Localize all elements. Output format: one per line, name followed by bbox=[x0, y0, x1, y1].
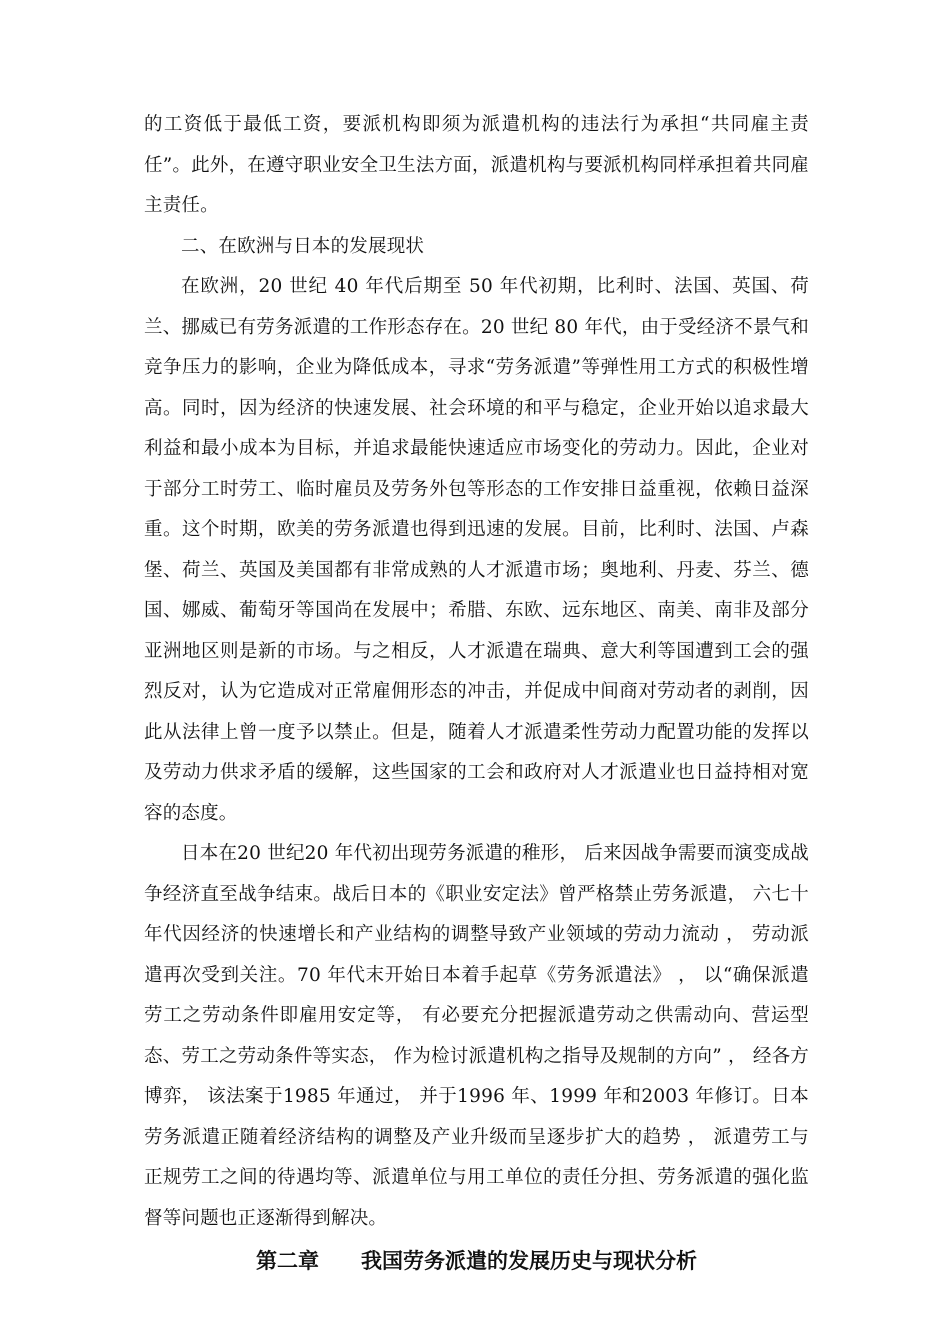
paragraph-continuation: 的工资低于最低工资，要派机构即须为派遣机构的违法行为承担“共同雇主责任”。此外，在遵守职业安全卫生法方面，派遣机构与要派机构同样承担着共同雇主责任。 bbox=[144, 114, 809, 216]
chapter-title: 第二章 我国劳务派遣的发展历史与现状分析 bbox=[256, 1249, 697, 1273]
section-heading-europe-japan: 二、在欧洲与日本的发展现状 bbox=[181, 235, 425, 257]
paragraph-europe: 在欧洲，20 世纪 40 年代后期至 50 年代初期，比利时、法国、英国、荷兰、挪威已有劳务派遣的工作形态存在。20 世纪 80 年代，由于受经济不景气和竞争压力的影响，企业为降低成本，寻求“劳务派遣”等弹性用工方式的积极性增高。同时，因为经济的快速发展、社会环境的和平与稳定，企业开始以追求最大利益和最小成本为目标，并追求最能快速适应市场变化的劳动力。因此，企业对于部分工时劳工、临时雇员及劳务外包等形态的工作安排日益重视，依赖日益深重。这个时期，欧美的劳务派遣也得到迅速的发展。目前，比利时、法国、卢森堡、荷兰、英国及美国都有非常成熟的人才派遣市场；奥地利、丹麦、芬兰、德国、娜威、葡萄牙等国尚在发展中；希腊、东欧、远东地区、南美、南非及部分亚洲地区则是新的市场。与之相反，人才派遣在瑞典、意大利等国遭到工会的强烈反对，认为它造成对正常雇佣形态的冲击，并促成中间商对劳动者的剥削，因此从法律上曾一度予以禁止。但是，随着人才派遣柔性劳动力配置功能的发挥以及劳动力供求矛盾的缓解，这些国家的工会和政府对人才派遣业也日益持相对宽容的态度。 bbox=[144, 276, 809, 824]
document-page bbox=[144, 105, 809, 1281]
paragraph-japan: 日本在20 世纪20 年代初出现劳务派遣的稚形， 后来因战争需要而演变成战争经济直至战争结束。战后日本的《职业安定法》曾严格禁止劳务派遣， 六七十年代因经济的快速增长和产业结构的调整导致产业领域的劳动力流动 ， 劳动派遣再次受到关注。70 年代末开始日本着手起草《劳务派遣法》 ， 以“确保派遣劳工之劳动条件即雇用安定等， 有必要充分把握派遣劳动之供需动向、营运型态、劳工之劳动条件等实态， 作为检讨派遣机构之指导及规制的方向” ， 经各方博弈， 该法案于1985 年通过， 并于1996 年、1999 年和2003 年修订。日本劳务派遣正随着经济结构的调整及产业升级而呈逐步扩大的趋势 ， 派遣劳工与正规劳工之间的待遇均等、派遣单位与用工单位的责任分担、劳务派遣的强化监督等问题也正逐渐得到解决。 bbox=[144, 843, 809, 1229]
